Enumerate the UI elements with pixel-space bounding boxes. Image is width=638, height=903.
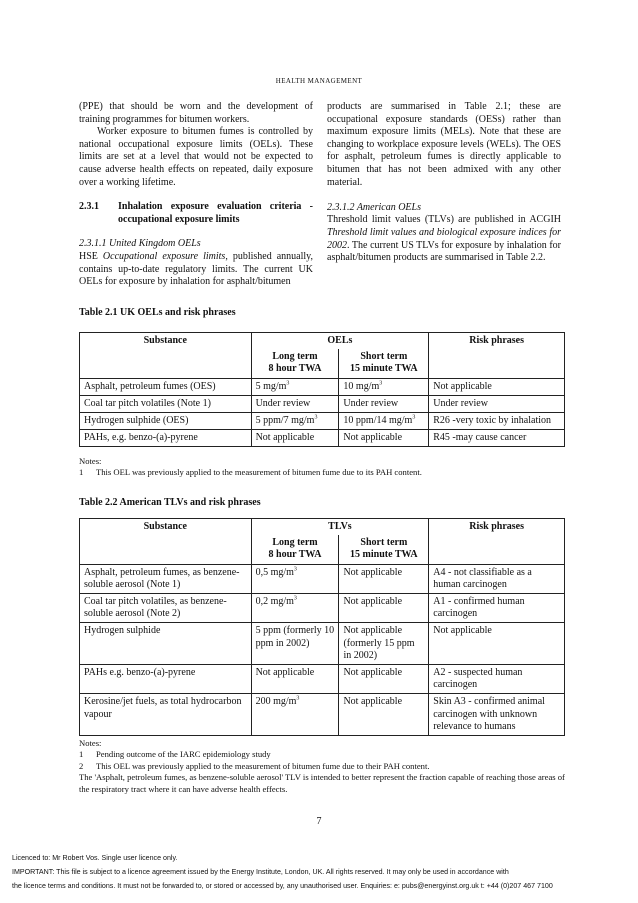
subsection-title-uk: 2.3.1.1 United Kingdom OELs	[79, 238, 201, 250]
cell-long-term-superscript: 3	[293, 566, 297, 573]
table-row	[80, 413, 565, 430]
table-2-header-substance: Substance	[80, 519, 252, 536]
cell-short-term: Not applicable	[339, 430, 429, 447]
left-paragraph-2: Worker exposure to bitumen fumes is controlled by national occupational exposure limits (OELs). These limits are set at a level that would not be expected to cause adverse health effects on repeated, daily exposure over a working lifetime.	[79, 126, 313, 188]
running-head: HEALTH MANAGEMENT	[275, 77, 363, 85]
cell-short-term-superscript: 3	[379, 380, 383, 387]
table-2-subheader-empty-right	[429, 535, 565, 564]
subsection-title-us: 2.3.1.2 American OELs	[327, 201, 421, 213]
table-2-short-term-line-2: 15 minute TWA	[350, 549, 418, 561]
table-1-subheader-empty-right	[429, 349, 565, 378]
table-row	[80, 378, 565, 395]
cell-short-term: 10 $mg/m^3$	[339, 378, 429, 395]
right-paragraph-1: products are summarised in Table 2.1; these are occupational exposure standards (OESs) rather than maximum exposure limits (MELs). Note that these are changing to workplace exposure levels (WELs). The OES for asphalt, petroleum fumes is directly applicable to bitumen that has not been admixed with any other material.	[327, 101, 561, 188]
cell-long-term: 0,2 $mg/m^3$	[251, 594, 339, 623]
table-1	[79, 332, 565, 447]
left-paragraph-3-suffix: , published annually, contains up-to-date regulatory limits. The current UK OELs for exposure by inhalation for asphalt/bitumen	[79, 250, 313, 288]
note-item	[79, 761, 565, 772]
cell-short-term: Under review	[339, 395, 429, 412]
section-heading	[79, 201, 313, 226]
table-2-subheader-row	[80, 535, 565, 564]
table-1-caption: Table 2.1 UK OELs and risk phrases	[79, 307, 236, 318]
right-column	[327, 101, 561, 265]
table-1-subheader-row	[80, 349, 565, 378]
table-1-header-short-term	[339, 349, 429, 378]
table-1-header-long-term	[251, 349, 339, 378]
table-2-caption: Table 2.2 American TLVs and risk phrases	[79, 497, 261, 508]
section-title: Inhalation exposure evaluation criteria - occupational exposure limits	[118, 201, 313, 225]
license-line-3: the licence terms and conditions. It must not be forwarded to, or stored or accessed by, any unauthorised user. Enquiries: e: pubs@energyinst.org.uk t: +44 (0)207 467 7100	[12, 882, 553, 890]
table-2-header-row	[80, 519, 565, 536]
cell-short-term: Not applicable	[339, 564, 429, 593]
cell-substance: Coal tar pitch volatiles (Note 1)	[80, 395, 252, 412]
cell-substance: Hydrogen sulphide	[80, 623, 252, 665]
note-text: Pending outcome of the IARC epidemiology study	[96, 749, 271, 760]
cell-short-term: Not applicable	[339, 694, 429, 736]
table-2-subheader-empty-left	[80, 535, 252, 564]
note-number: 2	[79, 760, 84, 771]
cell-long-term: Not applicable	[251, 430, 339, 447]
table-1-long-term-line-1: Long term	[272, 351, 318, 363]
note-number: 1	[79, 467, 84, 478]
note-item	[79, 749, 565, 760]
table-2-header-risk: Risk phrases	[429, 519, 565, 536]
right-paragraph-2-prefix: Threshold limit values (TLVs) are published in ACGIH	[327, 214, 561, 226]
cell-short-term: 10 ppm/14 $mg/m^3$	[339, 413, 429, 430]
cell-risk-phrase: A4 - not classifiable as a human carcinogen	[429, 564, 565, 593]
cell-substance: Hydrogen sulphide (OES)	[80, 413, 252, 430]
table-2-header-long-term	[251, 535, 339, 564]
table-1-header-group: OELs	[251, 333, 429, 350]
cell-risk-phrase: Not applicable	[429, 623, 565, 665]
table-2-notes-title: Notes:	[79, 738, 102, 748]
cell-long-term: 5 $mg/m^3$	[251, 378, 339, 395]
right-paragraph-2	[327, 214, 561, 264]
table-2	[79, 518, 565, 736]
table-1-short-term-line-1: Short term	[360, 351, 408, 363]
cell-substance: Asphalt, petroleum fumes (OES)	[80, 378, 252, 395]
right-paragraph-2-suffix: . The current US TLVs for exposure by inhalation for asphalt/bitumen products are summarised in Table 2.2.	[327, 239, 561, 264]
table-2-long-term-line-2: 8 hour TWA	[268, 549, 322, 561]
cell-long-term-superscript: 3	[286, 380, 290, 387]
table-1-header-row	[80, 333, 565, 350]
publication-title-hse: Occupational exposure limits	[102, 250, 226, 262]
table-row	[80, 395, 565, 412]
table-row	[80, 564, 565, 593]
cell-substance: Kerosine/jet fuels, as total hydrocarbon vapour	[80, 694, 252, 736]
cell-risk-phrase: Not applicable	[429, 378, 565, 395]
table-2-notes-extra: The 'Asphalt, petroleum fumes, as benzene-soluble aerosol' TLV is intended to better represent the fraction capable of reaching those areas of the respiratory tract where it can have adverse health effects.	[79, 772, 565, 794]
table-1-subheader-empty-left	[80, 349, 252, 378]
table-1-notes	[79, 456, 565, 479]
table-2-notes	[79, 738, 565, 795]
left-paragraph-1: (PPE) that should be worn and the development of training programmes for bitumen workers.	[79, 101, 313, 125]
cell-short-term-superscript: 3	[412, 414, 416, 421]
table-2-long-term-line-1: Long term	[272, 537, 318, 549]
left-paragraph-3-prefix: HSE	[79, 250, 103, 262]
cell-substance: Asphalt, petroleum fumes, as benzene-soluble aerosol (Note 1)	[80, 564, 252, 593]
cell-long-term: Not applicable	[251, 665, 339, 694]
note-text: This OEL was previously applied to the measurement of bitumen fume due to their PAH content.	[96, 760, 430, 771]
left-paragraph-3	[79, 251, 313, 289]
cell-risk-phrase: Under review	[429, 395, 565, 412]
table-1-header-risk: Risk phrases	[429, 333, 565, 350]
cell-long-term: Under review	[251, 395, 339, 412]
cell-long-term-superscript: 3	[293, 595, 297, 602]
license-line-2: IMPORTANT: This file is subject to a licence agreement issued by the Energy Institute, London, UK. All rights reserved. It may only be used in accordance with	[12, 868, 509, 876]
cell-risk-phrase: R26 -very toxic by inhalation	[429, 413, 565, 430]
note-number: 1	[79, 749, 84, 760]
cell-long-term-superscript: 3	[314, 414, 318, 421]
table-2-header-short-term	[339, 535, 429, 564]
table-2-short-term-line-1: Short term	[360, 537, 408, 549]
cell-risk-phrase: A2 - suspected human carcinogen	[429, 665, 565, 694]
cell-long-term: 0,5 $mg/m^3$	[251, 564, 339, 593]
cell-substance: PAHs, e.g. benzo-(a)-pyrene	[80, 430, 252, 447]
cell-substance: Coal tar pitch volatiles, as benzene-soluble aerosol (Note 2)	[80, 594, 252, 623]
publication-title-acgih: Threshold limit values and biological exposure indices for 2002	[327, 226, 561, 251]
cell-long-term: 5 ppm/7 $mg/m^3$	[251, 413, 339, 430]
license-line-1: Licenced to: Mr Robert Vos. Single user licence only.	[12, 854, 178, 862]
table-row	[80, 430, 565, 447]
table-2-header-group: TLVs	[251, 519, 429, 536]
table-row	[80, 594, 565, 623]
table-1-long-term-line-2: 8 hour TWA	[268, 363, 322, 375]
page-number: 7	[316, 816, 322, 827]
cell-long-term: 5 ppm (formerly 10 ppm in 2002)	[251, 623, 339, 665]
note-item	[79, 467, 565, 478]
cell-short-term: Not applicable	[339, 594, 429, 623]
table-row	[80, 694, 565, 736]
cell-substance: PAHs e.g. benzo-(a)-pyrene	[80, 665, 252, 694]
table-1-header-substance: Substance	[80, 333, 252, 350]
cell-long-term: 200 $mg/m^3$	[251, 694, 339, 736]
section-number: 2.3.1	[79, 201, 99, 213]
note-text: This OEL was previously applied to the measurement of bitumen fume due to its PAH content.	[96, 467, 422, 478]
cell-risk-phrase: R45 -may cause cancer	[429, 430, 565, 447]
cell-risk-phrase: Skin A3 - confirmed animal carcinogen with unknown relevance to humans	[429, 694, 565, 736]
table-row	[80, 665, 565, 694]
table-row	[80, 623, 565, 665]
table-1-notes-title: Notes:	[79, 456, 102, 466]
table-1-short-term-line-2: 15 minute TWA	[350, 363, 418, 375]
cell-long-term-superscript: 3	[296, 696, 300, 703]
cell-risk-phrase: A1 - confirmed human carcinogen	[429, 594, 565, 623]
cell-short-term: Not applicable	[339, 665, 429, 694]
left-column	[79, 101, 313, 289]
cell-short-term: Not applicable (formerly 15 ppm in 2002)	[339, 623, 429, 665]
